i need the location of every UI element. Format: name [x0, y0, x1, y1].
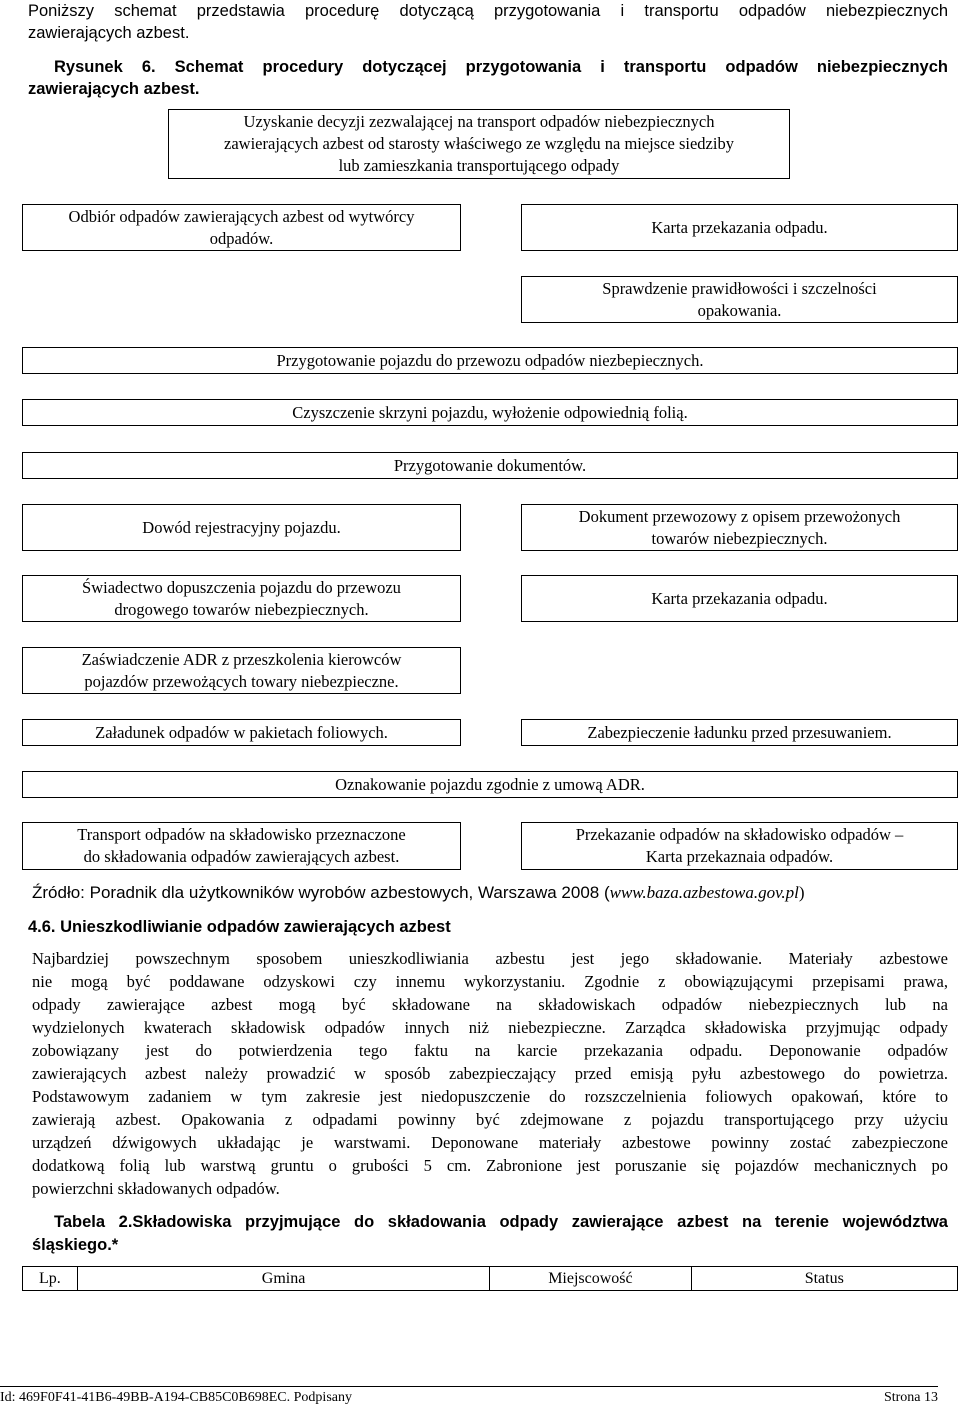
- collection-box-line-1: Odbiór odpadów zawierających azbest od wytwórcy: [68, 206, 415, 226]
- registration-box: [22, 504, 461, 551]
- decision-box-line-3: lub zamieszkania transportującego odpady: [338, 156, 620, 175]
- vehicle-certificate-box: [22, 575, 461, 622]
- section-heading: 4.6. Unieszkodliwianie odpadów zawierających azbest: [28, 918, 451, 936]
- loading-text: Załadunek odpadów w pakietach foliowych.: [95, 722, 388, 742]
- collection-box: [22, 204, 461, 251]
- paragraph-line-6: zawierających azbest należy prowadzić w sposób zabezpieczający przed emisją pyłu azbestowego do powietrza.: [32, 1064, 948, 1083]
- transport-document-line-1: Dokument przewozowy z opisem przewożonych: [578, 506, 901, 526]
- footer-divider: [0, 1386, 938, 1387]
- waste-card-box-1-text: Karta przekazania odpadu.: [651, 217, 828, 237]
- source-prefix: Źródło: Poradnik dla użytkowników wyrobów azbestowych, Warszawa 2008 (: [32, 883, 610, 902]
- intro-line-2: zawierających azbest.: [28, 24, 190, 42]
- paragraph-line-8: zawierają azbest. Opakowania z odpadami powinny być zdejmowane z pojazdu transportującego przy użyciu: [32, 1110, 948, 1129]
- vehicle-certificate-line-1: Świadectwo dopuszczenia pojazdu do przewozu: [82, 577, 401, 597]
- source-line: [32, 882, 805, 904]
- handover-line-2: Karta przekaznaia odpadów.: [645, 847, 834, 866]
- transport-box: [22, 822, 461, 870]
- source-suffix: ): [798, 883, 805, 902]
- table-header-row: [23, 1267, 958, 1291]
- paragraph-line-2: nie mogą być poddawane odzyskowi czy innemu wykorzystaniu. Zgodnie z obowiązującymi przepisami prawa,: [32, 972, 948, 991]
- vehicle-preparation-box: [22, 347, 958, 374]
- marking-text: Oznakowanie pojazdu zgodnie z umową ADR.: [335, 774, 645, 794]
- vehicle-preparation-text: Przygotowanie pojazdu do przewozu odpadów niezbepiecznych.: [276, 350, 704, 370]
- securing-box: [521, 719, 958, 746]
- transport-document-line-2: towarów niebezpiecznych.: [651, 528, 828, 548]
- decision-box-line-1: Uzyskanie decyzji zezwalającej na transport odpadów niebezpiecznych: [243, 112, 715, 131]
- paragraph-line-3: odpady zawierające azbest mogą być składowane na składowiskach odpadów niebezpiecznych lub na: [32, 995, 948, 1014]
- transport-line-1: Transport odpadów na składowisko przeznaczone: [77, 825, 406, 844]
- transport-line-2: do składowania odpadów zawierających azbest.: [83, 847, 400, 866]
- table-caption-line-2: śląskiego.*: [32, 1236, 119, 1254]
- collection-box-line-2: odpadów.: [209, 228, 274, 248]
- paragraph-line-9: urządzeń dźwigowych układając je warstwami. Deponowane materiały azbestowe powinny zostać zabezpieczone: [32, 1133, 948, 1152]
- paragraph-line-10: dodatkową folią lub warstwą gruntu o grubości 5 cm. Zabronione jest poruszanie się pojazdów mechanicznych po: [32, 1156, 948, 1175]
- paragraph-line-4: wydzielonych kwaterach składowisk odpadów innych niż niebezpieczne. Zarządca składowiska przyjmując odpady: [32, 1018, 948, 1037]
- paragraph-line-7: Podstawowym zadaniem w tym zakresie jest niedopuszczenie do rozszczelnienia foliowych opakowań, które to: [32, 1087, 948, 1106]
- vehicle-certificate-line-2: drogowego towarów niebezpiecznych.: [114, 599, 369, 619]
- securing-text: Zabezpieczenie ładunku przed przesuwaniem.: [587, 722, 892, 742]
- source-link: www.baza.azbestowa.gov.pl: [609, 883, 799, 902]
- footer: [0, 1390, 938, 1406]
- packaging-check-line-1: Sprawdzenie prawidłowości i szczelności: [602, 278, 877, 298]
- figure-caption-line-2: zawierających azbest.: [28, 80, 200, 98]
- paragraph-line-5: zobowiązany jest do potwierdzenia tego faktu na karcie przekazania odpadu. Deponowanie odpadów: [32, 1041, 948, 1060]
- transport-document-box: [521, 504, 958, 551]
- documents-preparation-text: Przygotowanie dokumentów.: [393, 455, 587, 475]
- cleaning-text: Czyszczenie skrzyni pojazdu, wyłożenie odpowiednią folią.: [292, 402, 688, 422]
- waste-card-box-1: [521, 204, 958, 251]
- packaging-check-box: [521, 276, 958, 323]
- footer-page-number: Strona 13: [883, 1390, 938, 1405]
- documents-preparation-box: [22, 452, 958, 479]
- registration-text: Dowód rejestracyjny pojazdu.: [142, 517, 341, 537]
- table-caption-line-1: Tabela 2.Składowiska przyjmujące do składowania odpady zawierające azbest na terenie województwa: [54, 1213, 948, 1231]
- decision-box: [168, 109, 790, 179]
- cleaning-box: [22, 399, 958, 426]
- figure-caption-line-1: Rysunek 6. Schemat procedury dotyczącej przygotowania i transportu odpadów niebezpiecznych: [54, 58, 948, 76]
- handover-box: [521, 822, 958, 870]
- header-status: Status: [691, 1267, 957, 1291]
- header-gmina: Gmina: [77, 1267, 490, 1291]
- marking-box: [22, 771, 958, 798]
- packaging-check-line-2: opakowania.: [697, 300, 782, 320]
- loading-box: [22, 719, 461, 746]
- paragraph-line-1: Najbardziej powszechnym sposobem unieszkodliwiania azbestu jest jego składowanie. Materiały azbestowe: [32, 949, 948, 968]
- paragraph-line-11: powierzchni składowanych odpadów.: [32, 1179, 280, 1198]
- header-lp: Lp.: [23, 1267, 78, 1291]
- waste-card-box-2: [521, 575, 958, 622]
- adr-certificate-line-2: pojazdów przewożących towary niebezpieczne.: [84, 671, 399, 691]
- handover-line-1: Przekazanie odpadów na składowisko odpadów –: [575, 825, 904, 844]
- waste-card-box-2-text: Karta przekazania odpadu.: [651, 588, 828, 608]
- adr-certificate-line-1: Zaświadczenie ADR z przeszkolenia kierowców: [81, 649, 402, 669]
- landfill-table: [22, 1266, 958, 1291]
- adr-certificate-box: [22, 647, 461, 694]
- decision-box-line-2: zawierających azbest od starosty właściwego ze względu na miejsce siedziby: [224, 134, 734, 153]
- footer-id: Id: 469F0F41-41B6-49BB-A194-CB85C0B698EC. Podpisany: [0, 1390, 352, 1405]
- header-miejscowosc: Miejscowość: [490, 1267, 691, 1291]
- intro-line-1: Poniższy schemat przedstawia procedurę dotyczącą przygotowania i transportu odpadów niebezpiecznych: [28, 2, 948, 20]
